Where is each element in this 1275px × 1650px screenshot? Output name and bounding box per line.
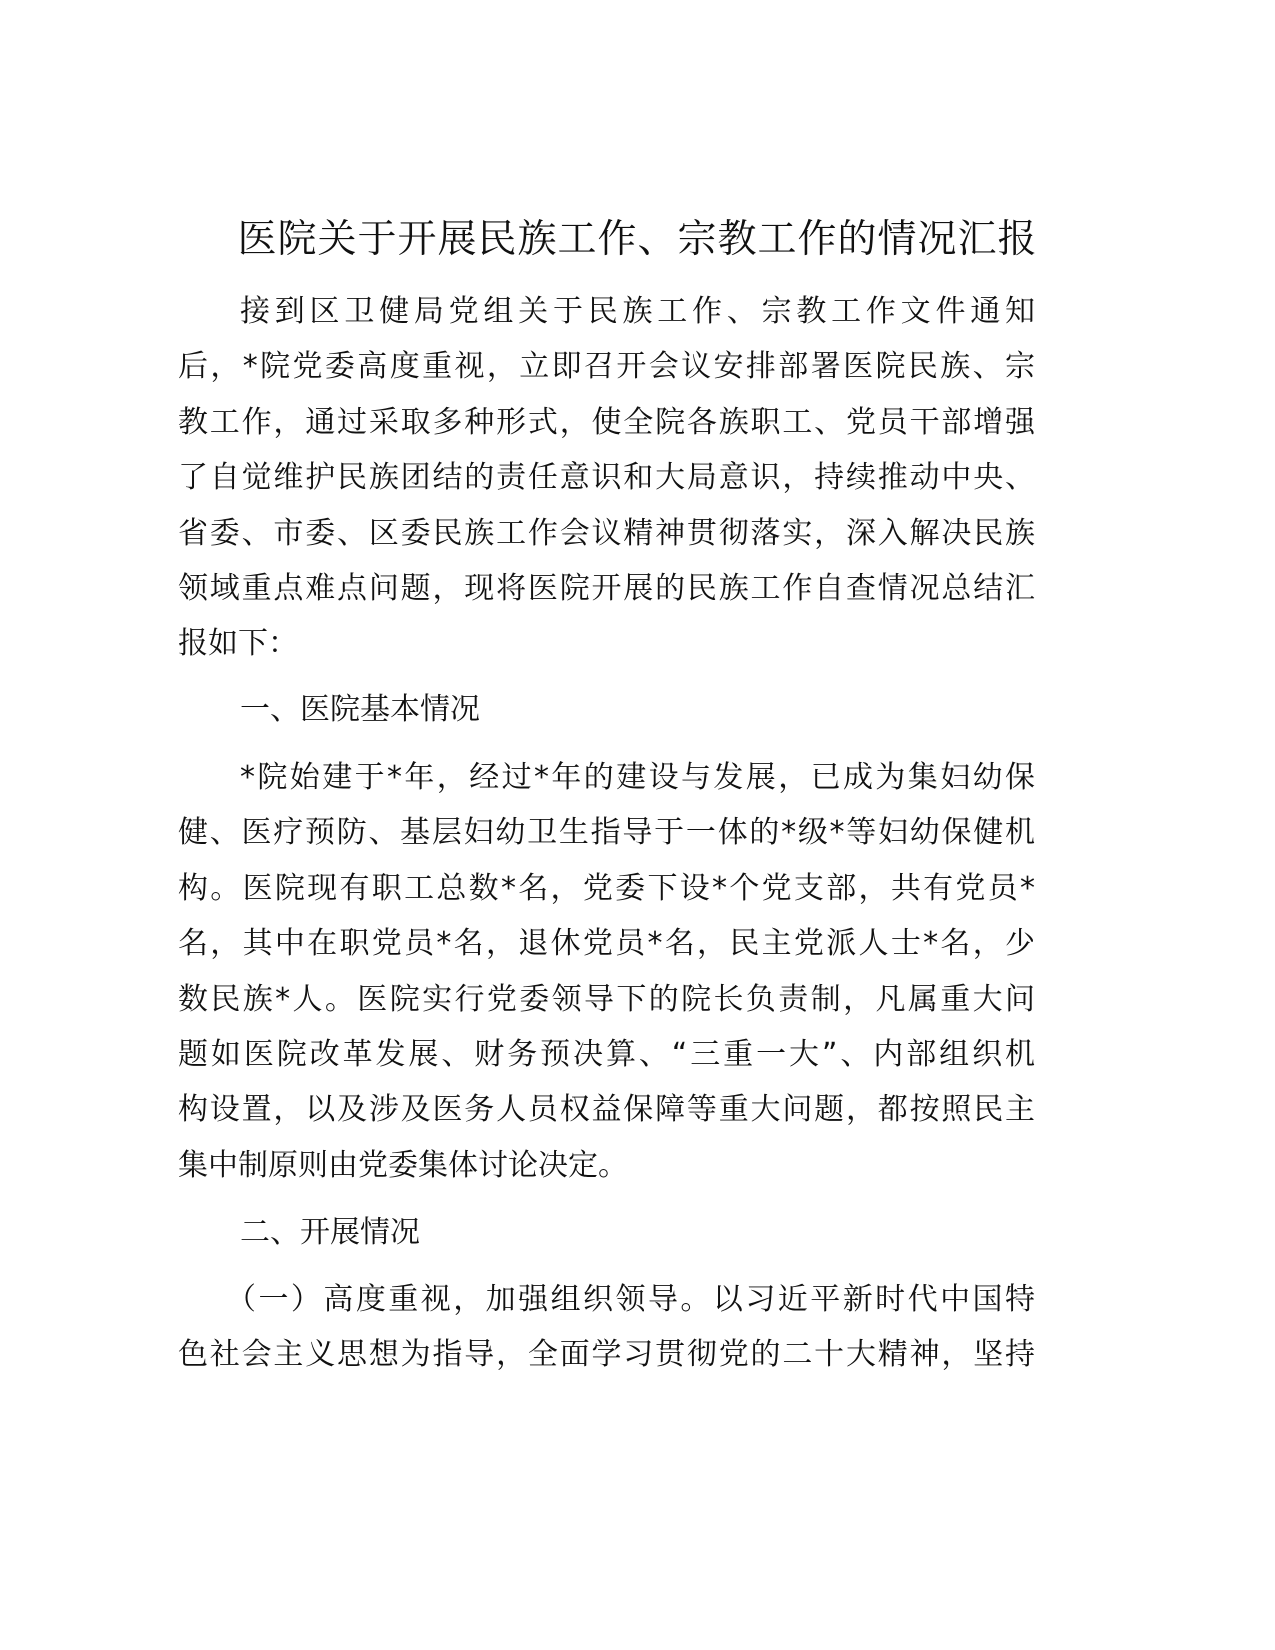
text-line: 了自觉维护民族团结的责任意识和大局意识，持续推动中央、: [178, 460, 1035, 496]
text-line: 教工作，通过采取多种形式，使全院各族职工、党员干部增强: [178, 404, 1035, 440]
paragraph-intro: [178, 284, 1035, 672]
text-line: *院始建于*年，经过*年的建设与发展，已成为集妇幼保: [240, 760, 1035, 795]
text-line: 健、医疗预防、基层妇幼卫生指导于一体的*级*等妇幼保健机: [178, 815, 1035, 851]
document-title: 医院关于开展民族工作、宗教工作的情况汇报: [237, 217, 1038, 262]
text-line: 集中制原则由党委集体讨论决定。: [178, 1147, 628, 1183]
text-line: 领域重点难点问题，现将医院开展的民族工作自查情况总结汇: [178, 570, 1035, 606]
text-line: 数民族*人。医院实行党委领导下的院长负责制，凡属重大问: [178, 981, 1035, 1017]
text-line: 色社会主义思想为指导，全面学习贯彻党的二十大精神，坚持: [178, 1337, 1035, 1373]
text-line: 接到区卫健局党组关于民族工作、宗教工作文件通知: [240, 294, 1035, 329]
section-heading-2: [178, 1205, 1035, 1260]
text-line: 构设置，以及涉及医务人员权益保障等重大问题，都按照民主: [178, 1092, 1035, 1128]
text-line: 省委、市委、区委民族工作会议精神贯彻落实，深入解决民族: [178, 515, 1035, 551]
heading-text: 一、医院基本情况: [240, 692, 480, 727]
section-heading-1: [178, 682, 1035, 737]
heading-text: 二、开展情况: [240, 1215, 420, 1250]
paragraph-basic-info: [178, 750, 1035, 1193]
text-line: 名，其中在职党员*名，退休党员*名，民主党派人士*名，少: [178, 926, 1035, 962]
text-line: （一）高度重视，加强组织领导。以习近平新时代中国特: [226, 1282, 1035, 1317]
text-line: 题如医院改革发展、财务预决算、“三重一大”、内部组织机: [178, 1036, 1035, 1072]
text-line: 报如下：: [178, 626, 298, 662]
text-line: 后，*院党委高度重视，立即召开会议安排部署医院民族、宗: [178, 349, 1035, 385]
text-line: 构。医院现有职工总数*名，党委下设*个党支部，共有党员*: [178, 870, 1035, 906]
paragraph-organization: [178, 1272, 1035, 1383]
